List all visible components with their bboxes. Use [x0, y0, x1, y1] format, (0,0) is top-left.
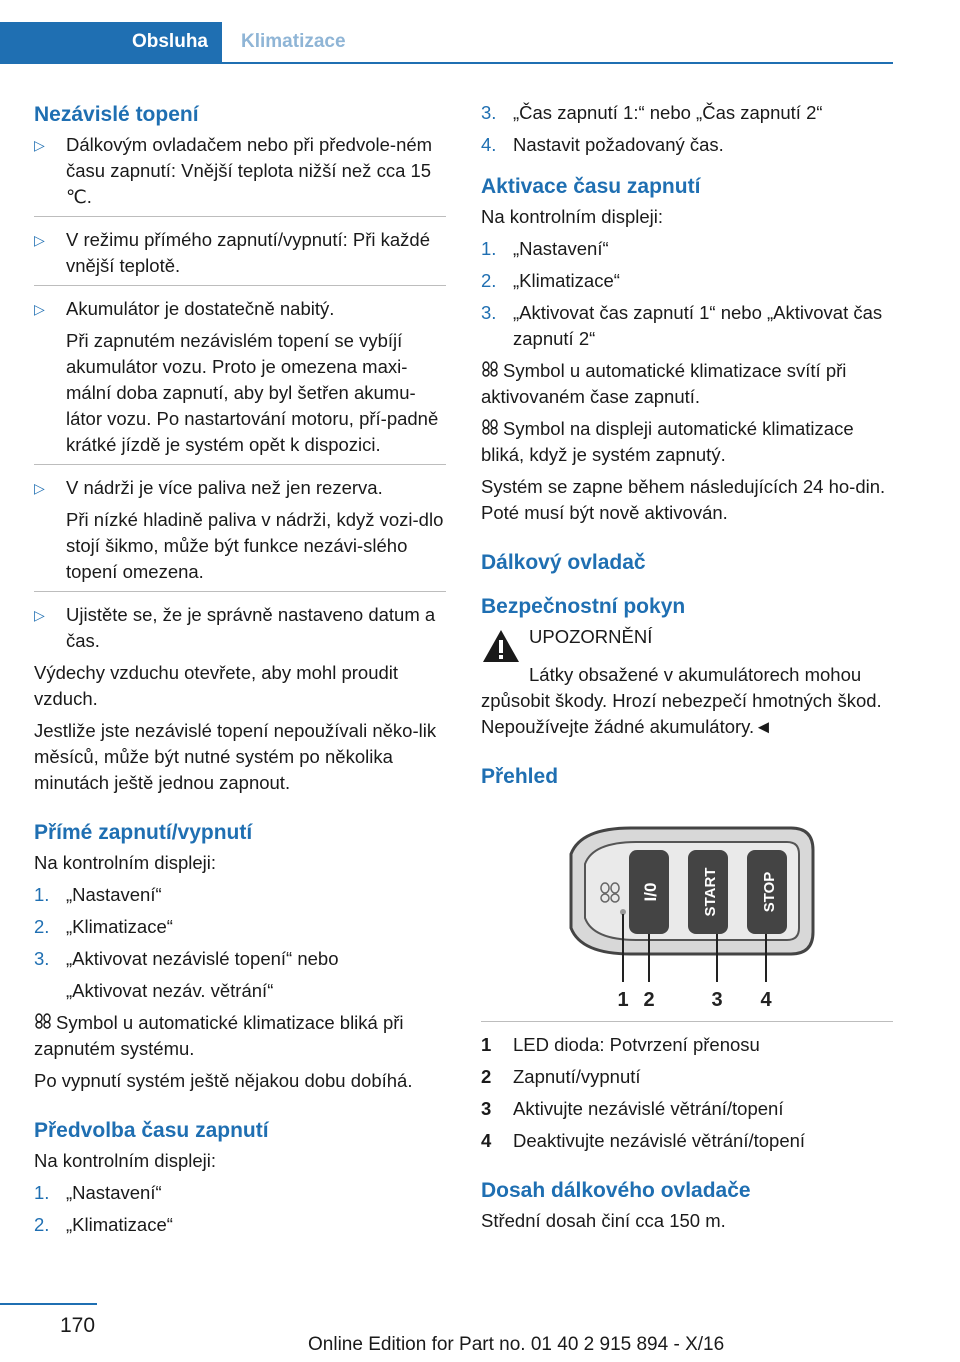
header-tab-obsluha: Obsluha — [0, 22, 222, 62]
left-column — [34, 100, 446, 1244]
figure-divider — [481, 1021, 893, 1022]
bullet-marker-icon: ▷ — [34, 480, 45, 496]
bullet-item: ▷ Ujistěte se, že je správně nastaveno datum a čas. — [34, 602, 446, 654]
list-item: 3. „Čas zapnutí 1:“ nebo „Čas zapnutí 2“ — [481, 102, 823, 123]
heading-range: Dosah dálkového ovladače — [481, 1179, 751, 1202]
callout-number: 1 — [617, 989, 629, 1011]
list-item: 1. „Nastavení“ — [34, 1182, 162, 1203]
callout-number: 2 — [643, 989, 655, 1011]
bullet-detail: Při nízké hladině paliva v nádrži, když vozi-dlo stojí šikmo, může být funkce nezávi-slého topení omezena. — [66, 509, 444, 582]
condition-list — [34, 132, 446, 654]
legend-item: 1 LED dioda: Potvrzení přenosu — [481, 1034, 760, 1055]
activate-intro: Na kontrolním displeji: — [481, 206, 663, 227]
bullet-marker-icon: ▷ — [34, 232, 45, 248]
warning-title: UPOZORNĚNÍ — [529, 626, 653, 647]
bullet-marker-icon: ▷ — [34, 607, 45, 623]
warning-text: Látky obsažené v akumulátorech mohou způsobit škody. Hrozí nebezpečí hmotných škod. Nepoužívejte žádné akumulátory.◄ — [481, 664, 882, 737]
legend-item: 4 Deaktivujte nezávislé větrání/topení — [481, 1130, 806, 1151]
callout-number: 4 — [760, 989, 772, 1011]
fan-icon — [481, 358, 503, 384]
bullet-detail: Při zapnutém nezávislém topení se vybíjí akumulátor vozu. Proto je omezena maxi-mální doba zapnutí, aby byl šetřen akumu-látor vozu. Po nastartování motoru, pří-padně krátké jízdě je systém opět k dispozici. — [66, 330, 439, 455]
heading-remote: Dálkový ovladač — [481, 551, 646, 574]
heading-preset-time: Předvolba času zapnutí — [34, 1119, 269, 1142]
list-item: 2. „Klimatizace“ — [34, 916, 173, 937]
page-header — [0, 22, 893, 64]
list-item: 3. „Aktivovat čas zapnutí 1“ nebo „Aktivovat čas zapnutí 2“ — [481, 302, 883, 349]
heading-direct-switch: Přímé zapnutí/vypnutí — [34, 821, 253, 844]
list-item: 3. „Aktivovat nezávislé topení“ nebo — [34, 948, 339, 969]
heading-safety: Bezpečnostní pokyn — [481, 595, 686, 618]
list-item: 4. Nastavit požadovaný čas. — [481, 134, 724, 155]
range-text: Střední dosah činí cca 150 m. — [481, 1210, 726, 1231]
bullet-item: ▷ V nádrži je více paliva než jen rezerva. — [34, 475, 446, 501]
heading-independent-heating: Nezávislé topení — [34, 103, 199, 126]
step3-continuation: „Aktivovat nezáv. větrání“ — [66, 980, 274, 1001]
callout-number: 3 — [711, 989, 723, 1011]
warning-block — [481, 624, 893, 664]
bullet-separator — [34, 216, 446, 217]
bullet-item: ▷ Dálkovým ovladačem nebo při předvole-ném času zapnutí: Vnější teplota nižší než cca 15 ℃. — [34, 132, 446, 210]
page-number: 170 — [60, 1314, 96, 1337]
bullet-item: ▷ V režimu přímého zapnutí/vypnutí: Při každé vnější teplotě. — [34, 227, 446, 279]
paragraph-runs-on: Po vypnutí systém ještě nějakou dobu dobíhá. — [34, 1070, 413, 1091]
header-tab-klimatizace: Klimatizace — [241, 31, 346, 52]
bullet-separator — [34, 464, 446, 465]
remote-control-figure — [541, 814, 821, 1014]
bullet-item: ▷ Akumulátor je dostatečně nabitý. — [34, 296, 446, 322]
direct-intro: Na kontrolním displeji: — [34, 852, 216, 873]
heading-overview: Přehled — [481, 765, 559, 788]
paragraph-unused-months: Jestliže jste nezávislé topení nepoužívali něko-lik měsíců, může být nutné systém po několika minutách ještě jednou zapnout. — [34, 720, 437, 793]
bullet-marker-icon: ▷ — [34, 137, 45, 153]
fan-icon — [34, 1010, 56, 1036]
list-item: 2. „Klimatizace“ — [481, 270, 620, 291]
legend-item: 2 Zapnutí/vypnutí — [481, 1066, 641, 1087]
heading-activate-time: Aktivace času zapnutí — [481, 175, 701, 198]
footer-rule — [0, 1303, 97, 1305]
paragraph-air-vents: Výdechy vzduchu otevřete, aby mohl proudit vzduch. — [34, 662, 399, 709]
right-column — [481, 100, 893, 1240]
symbol-paragraph: Symbol na displeji automatické klimatizace bliká, když je systém zapnutý. — [481, 418, 854, 465]
paragraph-24h: Systém se zapne během následujících 24 ho-din. Poté musí být nově aktivován. — [481, 476, 886, 523]
button-label: STOP — [761, 871, 778, 913]
bullet-separator — [34, 591, 446, 592]
list-item: 2. „Klimatizace“ — [34, 1214, 173, 1235]
symbol-paragraph: Symbol u automatické klimatizace bliká při zapnutém systému. — [34, 1012, 404, 1059]
button-label: I/0 — [641, 882, 660, 902]
legend-item: 3 Aktivujte nezávislé větrání/topení — [481, 1098, 784, 1119]
fan-icon — [481, 416, 503, 442]
list-item: 1. „Nastavení“ — [481, 238, 609, 259]
bullet-separator — [34, 285, 446, 286]
preset-intro: Na kontrolním displeji: — [34, 1150, 216, 1171]
button-label: START — [702, 867, 719, 917]
symbol-paragraph: Symbol u automatické klimatizace svítí při aktivovaném čase zapnutí. — [481, 360, 847, 407]
list-item: 1. „Nastavení“ — [34, 884, 162, 905]
bullet-marker-icon: ▷ — [34, 301, 45, 317]
edition-note: Online Edition for Part no. 01 40 2 915 894 - X/16 — [308, 1334, 725, 1355]
warning-icon — [481, 628, 521, 664]
